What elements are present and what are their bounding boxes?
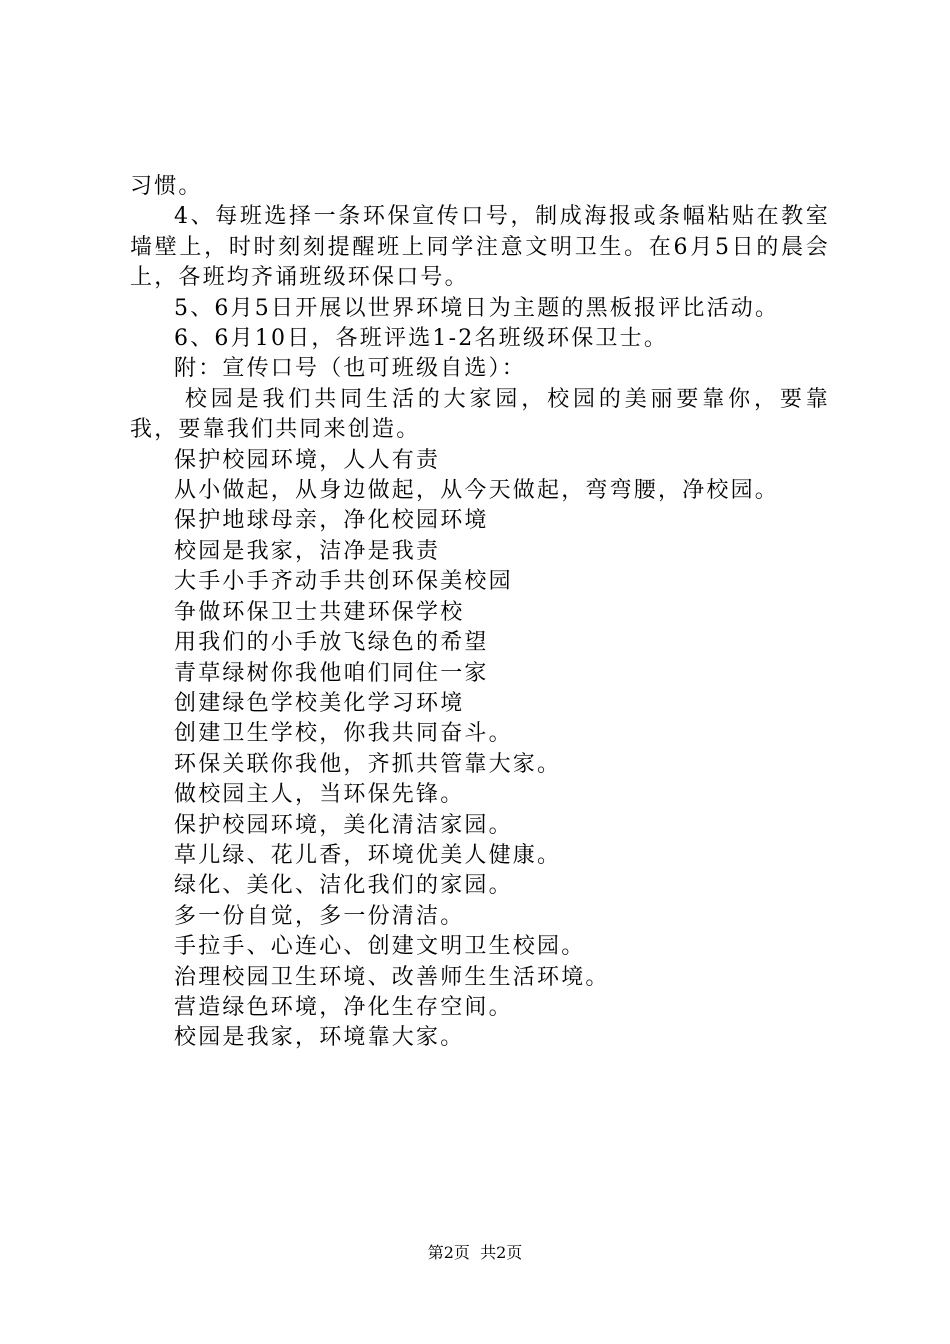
- slogan-line: 大手小手齐动手共创环保美校园: [174, 569, 513, 595]
- slogan-line: 保护地球母亲，净化校园环境: [174, 508, 489, 534]
- slogan-line: 保护校园环境，人人有责: [174, 447, 441, 473]
- paragraph-item-4: 4、每班选择一条环保宣传口号，制成海报或条幅粘贴在教室墙壁上，时时刻刻提醒班上同学注意文明卫生。在6月5日的晨会上，各班均齐诵班级环保口号。: [130, 204, 830, 291]
- paragraph-item-6: 6、6月10日，各班评选1-2名班级环保卫士。: [174, 326, 669, 352]
- paragraph-item-5: 5、6月5日开展以世界环境日为主题的黑板报评比活动。: [174, 295, 780, 321]
- slogan-line: 营造绿色环境，净化生存空间。: [174, 994, 513, 1020]
- slogan-line: 从小做起，从身边做起，从今天做起，弯弯腰，净校园。: [174, 478, 780, 504]
- slogan-line: 争做环保卫士共建环保学校: [174, 599, 465, 625]
- slogan-line: 做校园主人，当环保先锋。: [174, 782, 465, 808]
- slogan-line: 草儿绿、花儿香，环境优美人健康。: [174, 842, 562, 868]
- document-body: [130, 172, 830, 1054]
- paragraph-appendix-heading: 附：宣传口号（也可班级自选）：: [174, 356, 527, 382]
- slogan-line: 环保关联你我他，齐抓共管靠大家。: [174, 751, 562, 777]
- paragraph-slogan-intro: 校园是我们共同生活的大家园，校园的美丽要靠你，要靠我，要靠我们共同来创造。: [130, 386, 830, 443]
- slogan-line: 青草绿树你我他咱们同住一家: [174, 660, 489, 686]
- slogan-line: 用我们的小手放飞绿色的希望: [174, 630, 489, 656]
- slogan-line: 校园是我家，洁净是我责: [174, 538, 441, 564]
- paragraph-continuation: 习惯。: [130, 174, 203, 199]
- slogan-list: [130, 446, 830, 1054]
- slogan-line: 创建绿色学校美化学习环境: [174, 690, 465, 716]
- slogan-line: 创建卫生学校，你我共同奋斗。: [174, 721, 513, 747]
- slogan-line: 治理校园卫生环境、改善师生生活环境。: [174, 964, 610, 990]
- slogan-line: 绿化、美化、洁化我们的家园。: [174, 873, 513, 899]
- page-number-footer: 第2页 共2页: [427, 1243, 523, 1262]
- slogan-line: 手拉手、心连心、创建文明卫生校园。: [174, 934, 586, 960]
- slogan-line: 保护校园环境，美化清洁家园。: [174, 812, 513, 838]
- slogan-line: 多一份自觉，多一份清洁。: [174, 903, 465, 929]
- slogan-line: 校园是我家，环境靠大家。: [174, 1025, 465, 1051]
